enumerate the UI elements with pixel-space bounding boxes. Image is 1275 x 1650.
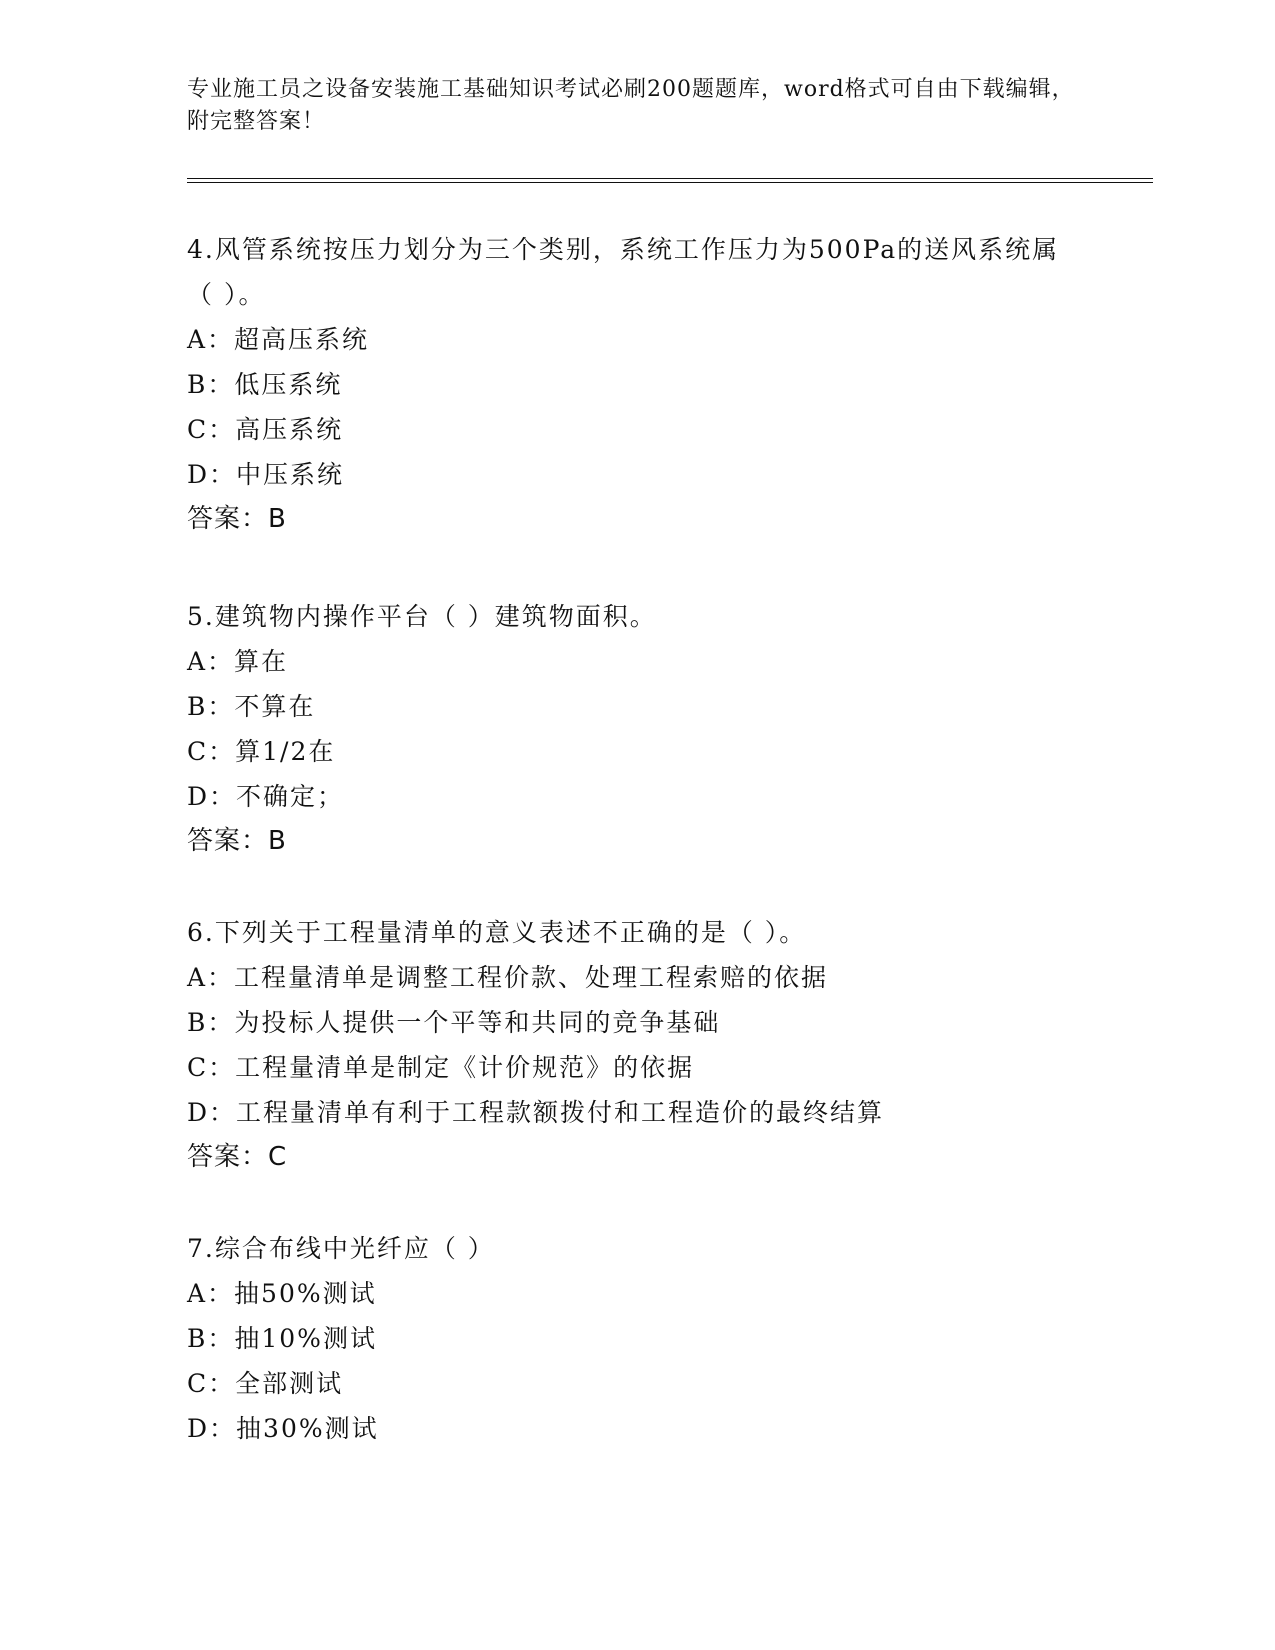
- question-5: [187, 594, 1067, 864]
- answer-line: 答案：C: [187, 1142, 288, 1172]
- option-a: A：超高压系统: [187, 325, 370, 354]
- question-stem: 4.风管系统按压力划分为三个类别，系统工作压力为500Pa的送风系统属（ ）。: [187, 235, 1060, 309]
- option-a: A：算在: [187, 647, 289, 676]
- option-d: D：抽30%测试: [187, 1414, 379, 1443]
- question-7: [187, 1226, 1067, 1451]
- option-a: A：抽50%测试: [187, 1279, 377, 1308]
- question-stem: 5.建筑物内操作平台（ ）建筑物面积。: [187, 602, 657, 631]
- option-b: B：低压系统: [187, 370, 343, 399]
- option-d: D：工程量清单有利于工程款额拨付和工程造价的最终结算: [187, 1098, 885, 1127]
- answer-line: 答案：B: [187, 826, 287, 856]
- option-a: A：工程量清单是调整工程价款、处理工程索赔的依据: [187, 963, 829, 992]
- option-c: C：高压系统: [187, 415, 344, 444]
- document-header: 专业施工员之设备安装施工基础知识考试必刷200题题库，word格式可自由下载编辑，附完整答案！: [187, 77, 1075, 134]
- answer-line: 答案：B: [187, 504, 287, 534]
- option-b: B：不算在: [187, 692, 316, 721]
- question-6: [187, 910, 1067, 1180]
- question-stem: 7.综合布线中光纤应（ ）: [187, 1234, 495, 1263]
- option-d: D：不确定；: [187, 782, 345, 811]
- question-4: [187, 227, 1067, 542]
- option-c: C：工程量清单是制定《计价规范》的依据: [187, 1053, 695, 1082]
- question-stem: 6.下列关于工程量清单的意义表述不正确的是（ ）。: [187, 918, 807, 947]
- header-divider: [187, 178, 1153, 183]
- option-b: B：抽10%测试: [187, 1324, 377, 1353]
- option-b: B：为投标人提供一个平等和共同的竞争基础: [187, 1008, 721, 1037]
- option-c: C：全部测试: [187, 1369, 344, 1398]
- option-d: D：中压系统: [187, 460, 345, 489]
- option-c: C：算1/2在: [187, 737, 336, 766]
